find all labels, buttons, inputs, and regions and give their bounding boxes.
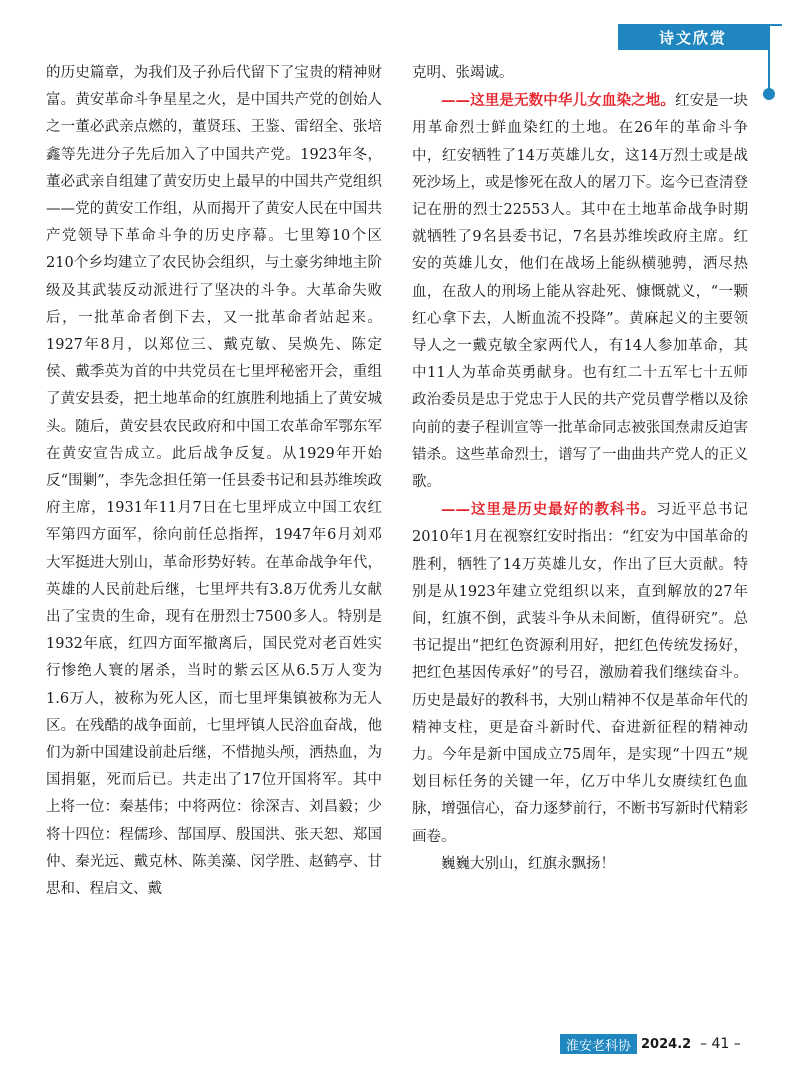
magazine-name: 淮安老科协	[560, 1034, 637, 1054]
issue-number: 2024.2	[641, 1036, 692, 1052]
right-paragraph-3: 巍巍大别山，红旗永飘扬！	[441, 855, 615, 872]
right-column	[412, 60, 748, 878]
right-paragraph-2-text: 习近平总书记2010年1月在视察红安时指出：“红安为中国革命的胜利，牺牲了14万英雄儿女，作出了巨大贡献。特别是从1923年建立党组织以来，直到解放的27年间，红旗不倒，武装斗争从未间断，值得研究”。总书记提出“把红色资源利用好，把红色传统发扬好，把红色基因传承好”的号召，激励着我们继续奋斗。历史是最好的教科书，大别山精神不仅是革命年代的精神支柱，更是奋斗新时代、奋进新征程的精神动力。今年是新中国成立75周年，是实现“十四五”规划目标任务的关键一年，亿万中华儿女赓续红色血脉，增强信心，奋力逐梦前行，不断书写新时代精彩画卷。	[412, 502, 749, 845]
page-number: – 41 –	[700, 1036, 741, 1052]
footer-masthead	[560, 1034, 691, 1054]
right-paragraph-0: 克明、张竭诚。	[412, 65, 514, 81]
left-column	[46, 60, 382, 903]
section-tab: 诗文欣赏	[618, 24, 768, 50]
header-rule-vertical	[768, 24, 770, 94]
highlight-heading-1: ——这里是无数中华儿女血染之地。	[441, 92, 675, 110]
right-paragraph-1	[412, 87, 748, 496]
left-paragraph: 的历史篇章，为我们及子孙后代留下了宝贵的精神财富。黄安革命斗争星星之火，是中国共产党的创始人之一董必武亲点燃的，董贤珏、王鉴、雷绍全、张培鑫等先进分子先后加入了中国共产党。1923年冬，董必武亲自组建了黄安历史上最早的中国共产党组织——党的黄安工作组，从而揭开了黄安人民在中国共产党领导下革命斗争的历史序幕。七里筹10个区210个乡均建立了农民协会组织，与土豪劣绅地主阶级及其武装反动派进行了坚决的斗争。大革命失败后，一批革命者倒下去，又一批革命者站起来。1927年8月，以郑位三、戴克敏、吴焕先、陈定侯、戴季英为首的中共党员在七里坪秘密开会，重组了黄安县委，把土地革命的红旗胜利地插上了黄安城头。随后，黄安县农民政府和中国工农革命军鄂东军在黄安宣告成立。此后战争反复。从1929年开始反“围剿”，李先念担任第一任县委书记和县苏维埃政府主席，1931年11月7日在七里坪成立中国工农红军第四方面军，徐向前任总指挥，1947年6月刘邓大军挺进大别山，革命形势好转。在革命战争年代，英雄的人民前赴后继，七里坪共有3.8万优秀儿女献出了宝贵的生命，现有在册烈士7500多人。特别是1932年底，红四方面军撤离后，国民党对老百姓实行惨绝人寰的屠杀，当时的紫云区从6.5万人变为1.6万人，被称为死人区，而七里坪集镇被称为无人区。在残酷的战争面前，七里坪镇人民浴血奋战，他们为新中国建设前赴后继，不惜抛头颅，洒热血，为国捐躯，死而后已。共走出了17位开国将军。其中上将一位：秦基伟；中将两位：徐深吉、刘昌毅；少将十四位：程儒珍、郜国厚、殷国洪、张天恕、郑国仲、秦光远、戴克林、陈美藻、闵学胜、赵鹤亭、甘思和、程启文、戴	[46, 65, 382, 898]
header-dot-icon	[763, 88, 775, 100]
right-paragraph-2	[412, 496, 748, 851]
highlight-heading-2: ——这里是历史最好的教科书。	[441, 501, 657, 519]
header-rule-horizontal	[768, 24, 782, 26]
right-paragraph-1-text: 红安是一块用革命烈士鲜血染红的土地。在26年的革命斗争中，红安牺牲了14万英雄儿女，这14万烈士或是战死沙场上，或是惨死在敌人的屠刀下。迄今已查清登记在册的烈士22553人。其中在土地革命战争时期就牺牲了9名县委书记，7名县苏维埃政府主席。红安的英雄儿女，他们在战场上能纵横驰骋，洒尽热血，在敌人的刑场上能从容赴死、慷慨就义，“一颗红心拿下去，人断血流不投降”。黄麻起义的主要领导人之一戴克敏全家两代人，有14人参加革命，其中11人为革命英勇献身。也有红二十五军七十五师政治委员是忠于党忠于人民的共产党员曹学楷以及徐向前的妻子程训宣等一批革命同志被张国焘肃反迫害错杀。这些革命烈士，谱写了一曲曲共产党人的正义歌。	[412, 93, 749, 491]
